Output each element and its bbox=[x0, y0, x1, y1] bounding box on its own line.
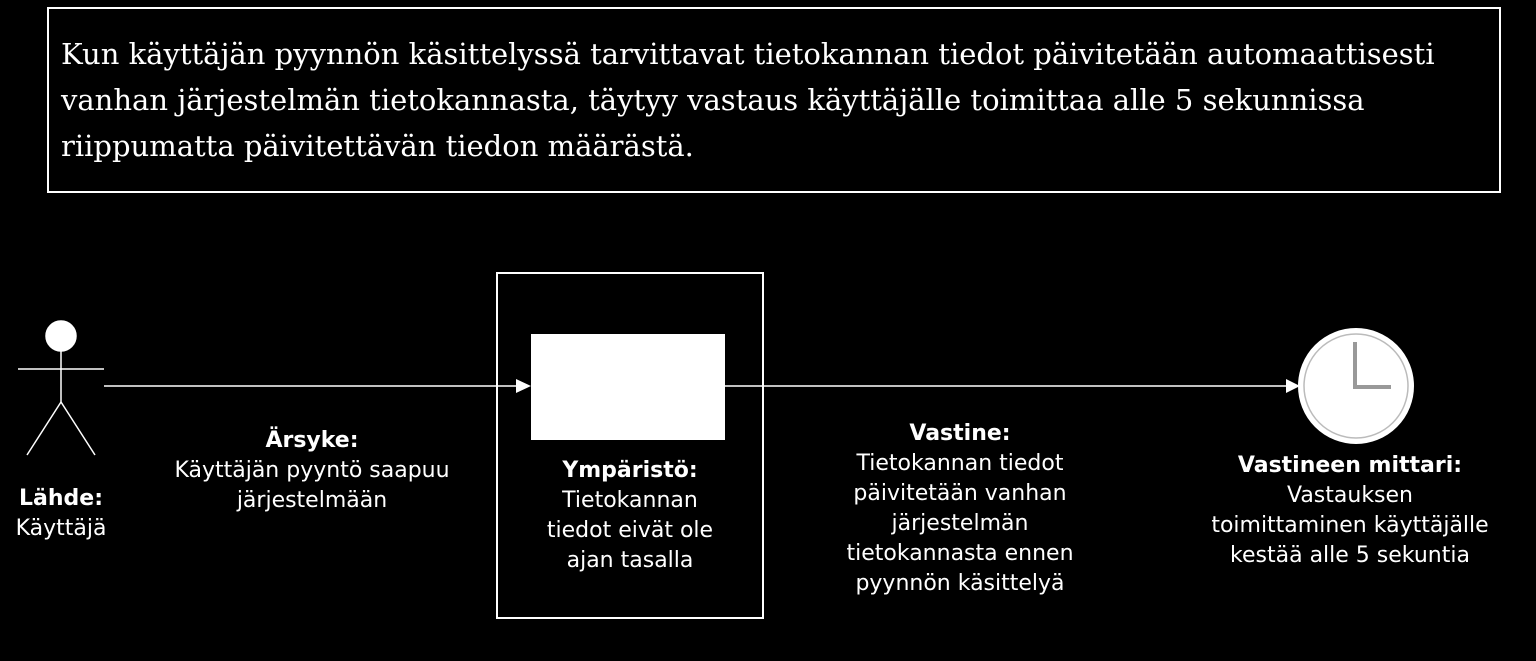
response-label bbox=[810, 419, 1110, 599]
response-arrow bbox=[725, 379, 1300, 393]
stimulus-text: Käyttäjän pyyntö saapuu järjestelmään bbox=[174, 458, 450, 513]
stimulus-heading: Ärsyke: bbox=[265, 428, 359, 453]
response-measure-label bbox=[1170, 451, 1530, 571]
requirement-text: Kun käyttäjän pyynnön käsittelyssä tarvittavat tietokannan tiedot päivitetään automaattisesti vanhan järjestelmän tietokannasta, täytyy vastaus käyttäjälle toimittaa alle 5 sekunnissa riippumatta päivitettävän tiedon määrästä. bbox=[61, 37, 1435, 163]
response-heading: Vastine: bbox=[909, 421, 1011, 446]
environment-label bbox=[510, 456, 750, 576]
response-measure-text: Vastauksen toimittaminen käyttäjälle kestää alle 5 sekuntia bbox=[1211, 483, 1489, 568]
environment-heading: Ympäristö: bbox=[562, 458, 698, 483]
stick-figure-icon bbox=[18, 321, 104, 455]
artifact-box-icon bbox=[531, 334, 725, 440]
source-label bbox=[0, 484, 122, 544]
stimulus-arrow bbox=[104, 379, 531, 393]
response-text: Tietokannan tiedot päivitetään vanhan järjestelmän tietokannasta ennen pyynnön käsittelyä bbox=[846, 451, 1074, 596]
source-heading: Lähde: bbox=[19, 486, 103, 511]
response-measure-heading: Vastineen mittari: bbox=[1237, 453, 1463, 478]
stimulus-label bbox=[132, 426, 492, 516]
clock-icon bbox=[1299, 329, 1413, 443]
environment-text: Tietokannan tiedot eivät ole ajan tasalla bbox=[546, 488, 714, 573]
source-text: Käyttäjä bbox=[15, 516, 107, 541]
